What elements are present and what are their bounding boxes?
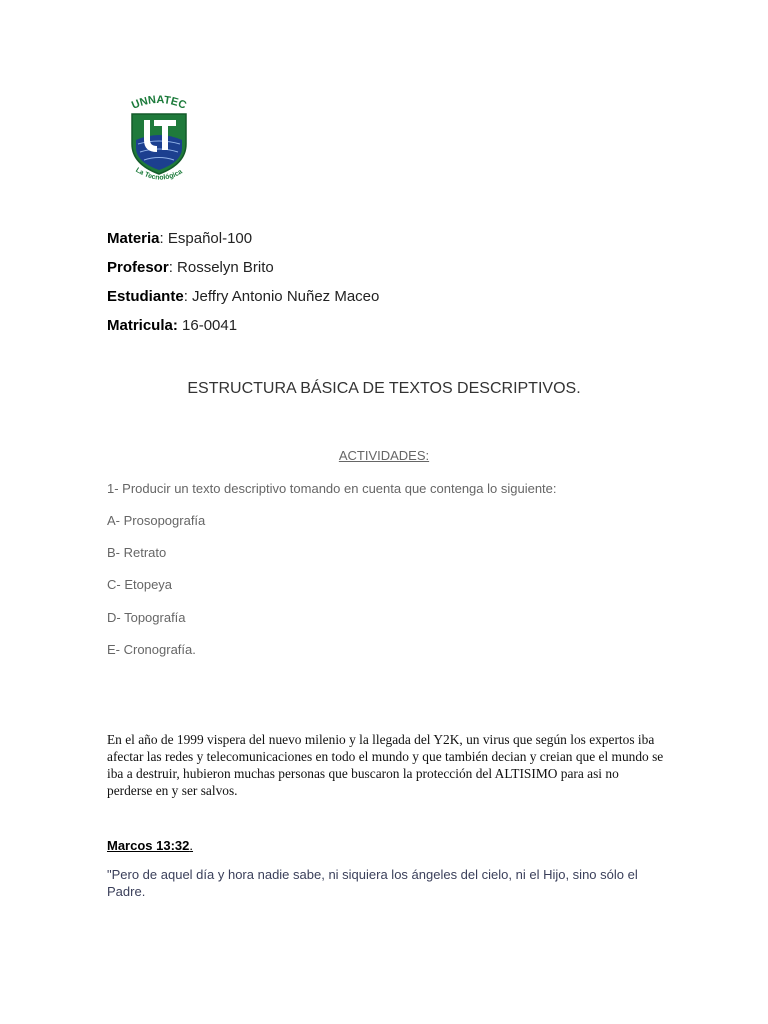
svg-text:UNNATEC: UNNATEC xyxy=(129,93,189,112)
activity-item: D- Topografía xyxy=(107,610,186,625)
university-logo xyxy=(124,92,194,188)
field-estudiante xyxy=(107,288,379,305)
activity-item: A- Prosopografía xyxy=(107,513,206,528)
field-separator: : xyxy=(168,259,178,276)
field-profesor xyxy=(107,259,274,276)
reference-trail: . xyxy=(189,838,194,853)
quote-text: "Pero de aquel día y hora nadie sabe, ni siquiera los ángeles del cielo, ni el Hijo, sino sólo el Padre. xyxy=(107,867,638,899)
activity-item: B- Retrato xyxy=(107,545,167,560)
activity-item: C- Etopeya xyxy=(107,577,173,592)
field-value: Rosselyn Brito xyxy=(177,259,274,276)
field-value: Jeffry Antonio Nuñez Maceo xyxy=(192,288,380,305)
document-title: ESTRUCTURA BÁSICA DE TEXTOS DESCRIPTIVOS. xyxy=(187,380,581,397)
field-label: Profesor xyxy=(107,259,169,276)
field-label: Estudiante xyxy=(107,288,184,305)
bible-reference xyxy=(107,838,193,853)
field-label: Materia xyxy=(107,230,160,247)
field-materia xyxy=(107,230,252,247)
field-value: Español-100 xyxy=(167,230,253,247)
activity-item: E- Cronografía. xyxy=(107,642,196,657)
activities-heading: ACTIVIDADES: xyxy=(338,448,430,463)
activity-item: 1- Producir un texto descriptivo tomando en cuenta que contenga lo siguiente: xyxy=(107,481,557,496)
reference-label: Marcos 13:32 xyxy=(107,838,190,853)
field-matricula xyxy=(107,317,237,334)
svg-text:La Tecnológica: La Tecnológica xyxy=(134,166,184,182)
body-paragraph: En el año de 1999 vispera del nuevo milenio y la llegada del Y2K, un virus que según los expertos iba afectar las redes y telecomunicaciones en todo el mundo y que también decian y creian que el mundo se iba a destruir, hubieron muchas personas que buscaron la protección del ALTISIMO para asi no perderse en y ser salvos. xyxy=(107,732,664,798)
field-value: 16-0041 xyxy=(182,317,238,334)
field-separator: : xyxy=(159,230,168,247)
field-separator: : xyxy=(183,288,193,305)
field-label: Matricula: xyxy=(107,317,178,334)
